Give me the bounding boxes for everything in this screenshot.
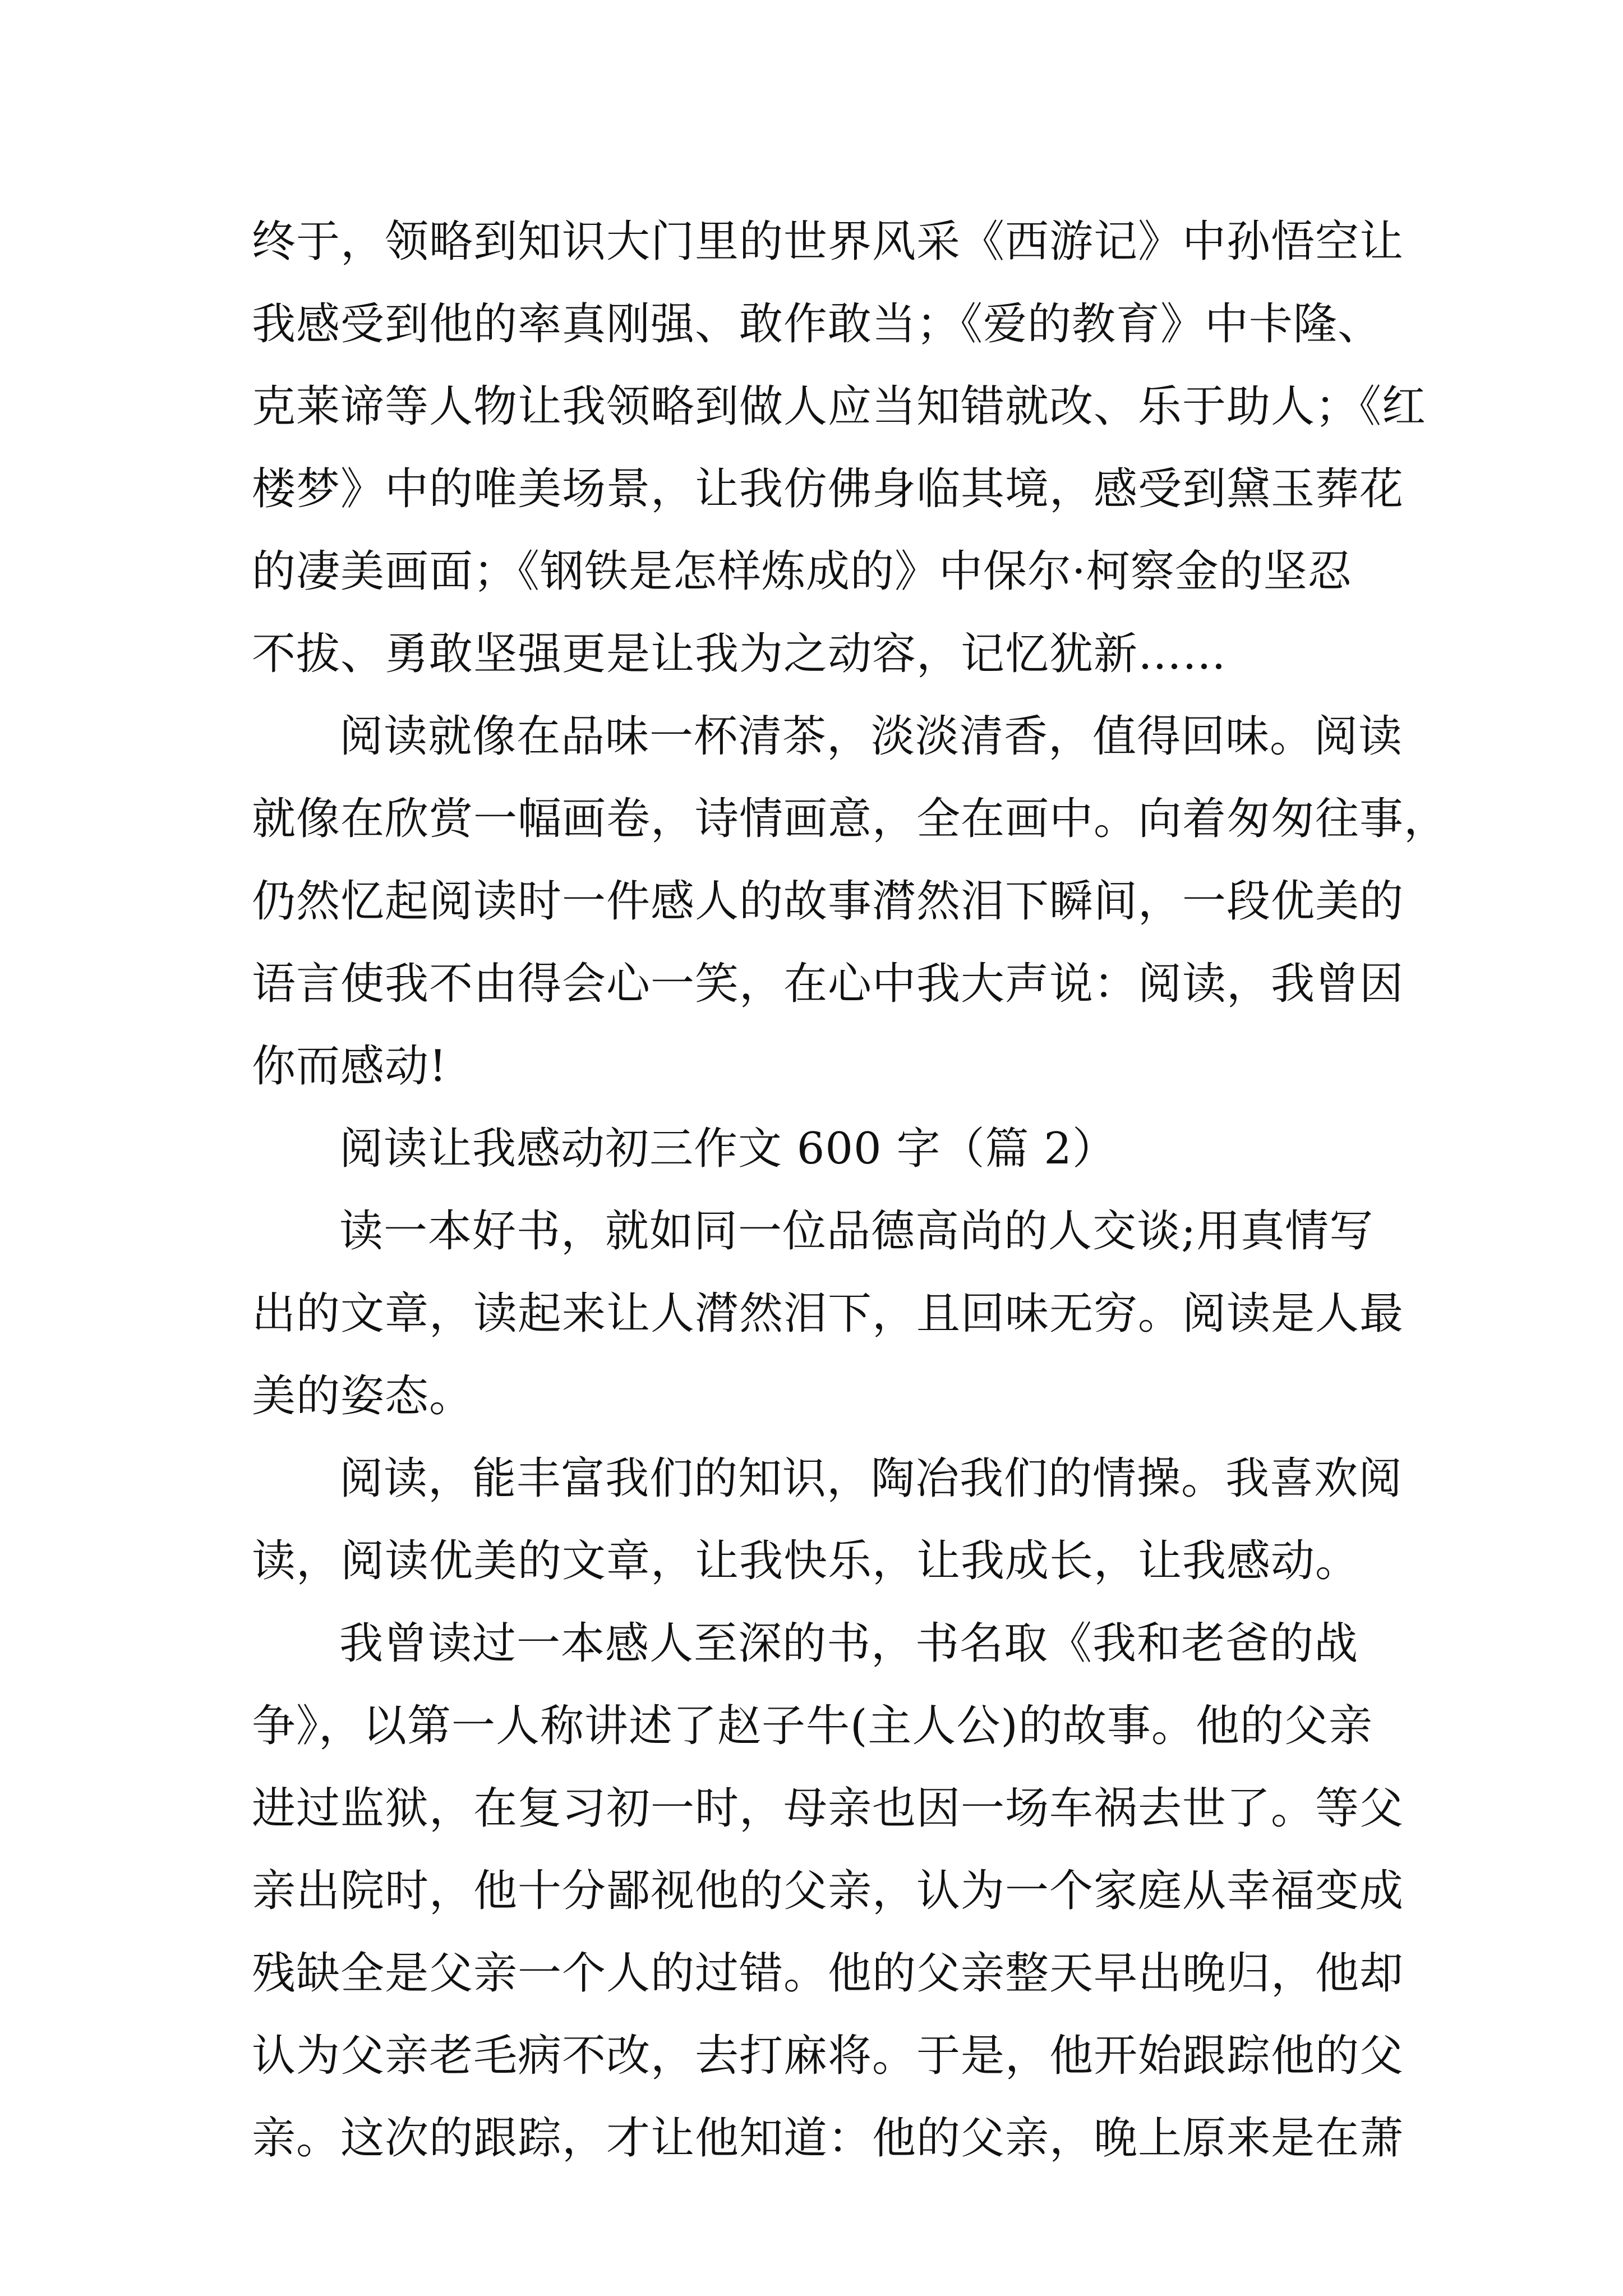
text-line: 你而感动!	[252, 1041, 448, 1092]
text-line: 阅读让我感动初三作文 600 字（篇 2）	[339, 1124, 1117, 1174]
text-line: 亲。这次的跟踪，才让他知道：他的父亲，晚上原来是在萧	[252, 2113, 1404, 2164]
text-line: 不拔、勇敢坚强更是让我为之动容，记忆犹新……	[252, 629, 1227, 679]
text-line: 读一本好书，就如同一位品德高尚的人交谈;用真情写	[339, 1206, 1374, 1257]
text-line: 就像在欣赏一幅画卷，诗情画意，全在画中。向着匆匆往事，	[252, 794, 1449, 844]
text-line: 克莱谛等人物让我领略到做人应当知错就改、乐于助人；《红	[252, 381, 1427, 432]
text-line: 终于，领略到知识大门里的世界风采《西游记》中孙悟空让	[252, 217, 1404, 267]
text-line: 读，阅读优美的文章，让我快乐，让我成长，让我感动。	[252, 1536, 1360, 1586]
text-line: 美的姿态。	[252, 1371, 474, 1421]
text-line: 我感受到他的率真刚强、敢作敢当；《爱的教育》中卡隆、	[252, 299, 1382, 349]
body-text	[252, 201, 1449, 2180]
text-line: 仍然忆起阅读时一件感人的故事潸然泪下瞬间，一段优美的	[252, 876, 1404, 927]
text-line: 语言使我不由得会心一笑，在心中我大声说：阅读，我曾因	[252, 959, 1404, 1009]
text-line: 进过监狱，在复习初一时，母亲也因一场车祸去世了。等父	[252, 1783, 1404, 1834]
text-line: 出的文章，读起来让人潸然泪下，且回味无穷。阅读是人最	[252, 1289, 1404, 1339]
text-line: 楼梦》中的唯美场景，让我仿佛身临其境，感受到黛玉葬花	[252, 464, 1404, 514]
text-line: 残缺全是父亲一个人的过错。他的父亲整天早出晚归，他却	[252, 1948, 1404, 1999]
text-line: 争》，以第一人称讲述了赵子牛(主人公)的故事。他的父亲	[252, 1701, 1373, 1751]
text-line: 我曾读过一本感人至深的书，书名取《我和老爸的战	[339, 1618, 1359, 1669]
text-line: 阅读就像在品味一杯清茶，淡淡清香，值得回味。阅读	[339, 711, 1403, 762]
text-line: 亲出院时，他十分鄙视他的父亲，认为一个家庭从幸福变成	[252, 1866, 1404, 1916]
text-line: 阅读，能丰富我们的知识，陶冶我们的情操。我喜欢阅	[339, 1453, 1403, 1504]
text-line: 的凄美画面；《钢铁是怎样炼成的》中保尔·柯察金的坚忍	[252, 546, 1352, 597]
text-line: 认为父亲老毛病不改，去打麻将。于是，他开始跟踪他的父	[252, 2031, 1404, 2081]
